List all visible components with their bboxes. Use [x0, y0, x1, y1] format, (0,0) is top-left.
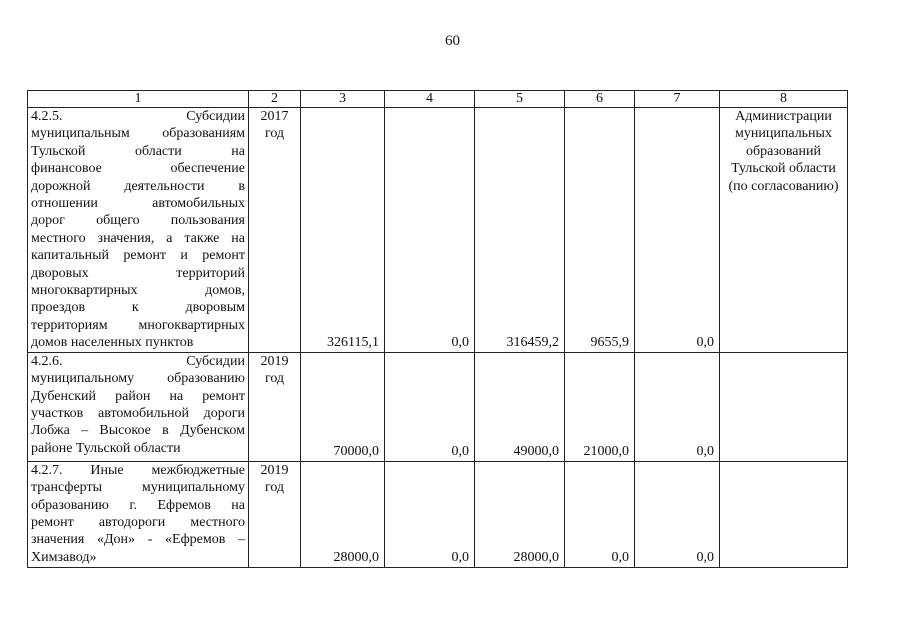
page-number: 60	[445, 33, 460, 49]
description-line: Тульской области на	[31, 143, 245, 159]
responsible-line: (по согласованию)	[728, 178, 839, 194]
year-cell	[249, 352, 301, 461]
description-line: местного значения, а также на	[31, 230, 245, 246]
local-amount: 0,0	[565, 461, 635, 567]
description-line: дорожной деятельности в	[31, 178, 245, 194]
description-line: образованию г. Ефремов на	[31, 497, 245, 513]
column-number: 1	[28, 91, 249, 108]
year-cell	[249, 108, 301, 353]
column-number: 8	[720, 91, 848, 108]
local-amount: 21000,0	[565, 352, 635, 461]
year-value: 2017	[260, 109, 289, 124]
description-line: многоквартирных домов,	[31, 283, 245, 299]
description-line: Химзавод»	[31, 549, 97, 565]
year-value: 2019	[260, 353, 289, 369]
other-amount: 0,0	[635, 352, 720, 461]
responsible-party	[720, 352, 848, 461]
description-line: муниципальным образованиям	[31, 126, 245, 142]
regional-amount: 49000,0	[475, 352, 565, 461]
description-line: дворовых территорий	[31, 265, 245, 281]
description-line: финансовое обеспечение	[31, 161, 245, 177]
measure-description	[28, 108, 249, 353]
responsible-line: образований	[746, 143, 821, 159]
federal-amount: 0,0	[385, 352, 475, 461]
description-line: трансферты муниципальному	[31, 480, 245, 496]
budget-table	[27, 90, 848, 568]
description-line: Дубенский район на ремонт	[31, 388, 245, 404]
year-unit: год	[264, 480, 285, 496]
description-line: ремонт автодороги местного	[31, 514, 245, 530]
description-line: дорог общего пользования	[31, 213, 245, 229]
description-line: муниципальному образованию	[31, 371, 245, 387]
other-amount: 0,0	[635, 108, 720, 353]
column-number: 6	[565, 91, 635, 108]
table-header-row	[28, 91, 848, 108]
description-line: домов населенных пунктов	[31, 335, 194, 351]
responsible-line: Тульской области	[731, 161, 836, 177]
year-unit: год	[264, 371, 285, 387]
table-row	[28, 461, 848, 567]
description-line: проездов к дворовым	[31, 300, 245, 316]
description-line: 4.2.7. Иные межбюджетные	[31, 462, 245, 478]
local-amount: 9655,9	[565, 108, 635, 353]
table-row	[28, 108, 848, 353]
total-amount: 326115,1	[301, 108, 385, 353]
column-number: 4	[385, 91, 475, 108]
other-amount: 0,0	[635, 461, 720, 567]
measure-description	[28, 352, 249, 461]
table-row	[28, 352, 848, 461]
description-line: капитальный ремонт и ремонт	[31, 248, 245, 264]
column-number: 5	[475, 91, 565, 108]
description-line: районе Тульской области	[31, 440, 181, 456]
responsible-line: муниципальных	[735, 126, 832, 142]
column-number: 2	[249, 91, 301, 108]
responsible-line: Администрации	[735, 109, 832, 124]
total-amount: 28000,0	[301, 461, 385, 567]
description-line: значения «Дон» - «Ефремов –	[31, 532, 245, 548]
regional-amount: 316459,2	[475, 108, 565, 353]
year-unit: год	[264, 126, 285, 142]
regional-amount: 28000,0	[475, 461, 565, 567]
description-line: Лобжа – Высокое в Дубенском	[31, 423, 245, 439]
total-amount: 70000,0	[301, 352, 385, 461]
column-number: 7	[635, 91, 720, 108]
federal-amount: 0,0	[385, 461, 475, 567]
description-line: территориям многоквартирных	[31, 317, 245, 333]
year-value: 2019	[260, 462, 289, 478]
description-line: отношении автомобильных	[31, 196, 245, 212]
description-line: 4.2.5. Субсидии	[31, 109, 245, 124]
measure-description	[28, 461, 249, 567]
description-line: участков автомобильной дороги	[31, 405, 245, 421]
responsible-party	[720, 461, 848, 567]
year-cell	[249, 461, 301, 567]
description-line: 4.2.6. Субсидии	[31, 353, 245, 369]
federal-amount: 0,0	[385, 108, 475, 353]
column-number: 3	[301, 91, 385, 108]
responsible-party	[720, 108, 848, 353]
